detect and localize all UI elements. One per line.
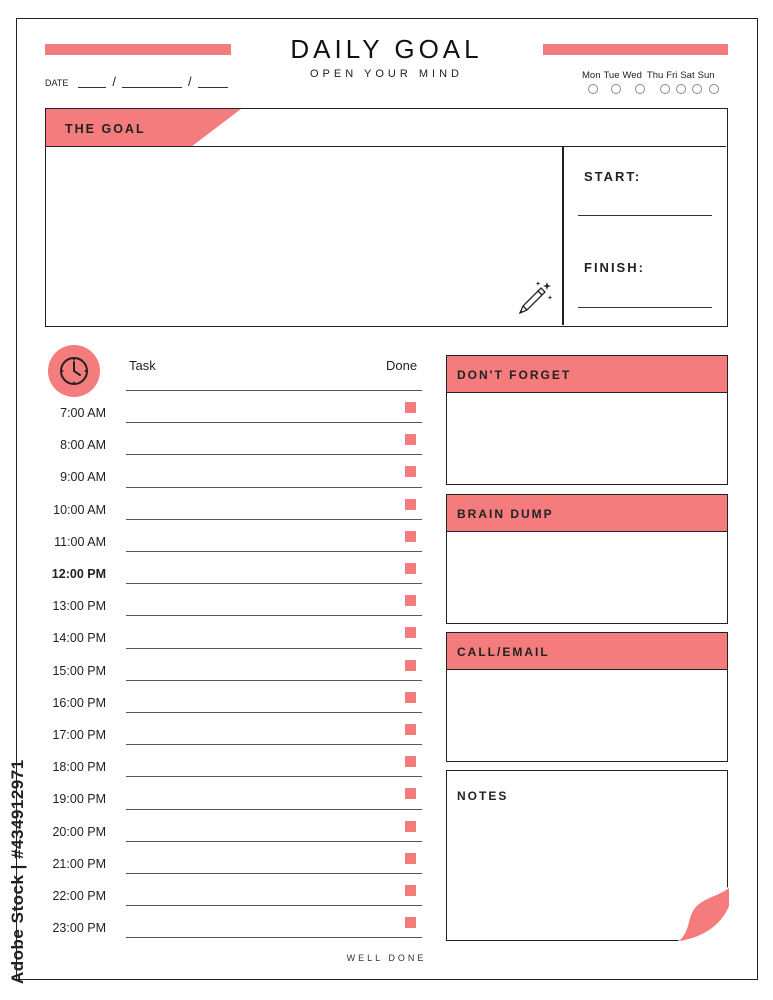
weekday-tracker (582, 70, 732, 81)
call-email-title: CALL/EMAIL (457, 645, 550, 659)
weekday-label-fri: Fri (666, 70, 678, 81)
schedule-done-checkbox[interactable] (405, 756, 416, 767)
schedule-done-checkbox[interactable] (405, 402, 416, 413)
stock-credit: Adobe Stock | #434912971 (8, 759, 27, 984)
schedule-time: 11:00 AM (54, 534, 106, 549)
schedule-task-field[interactable] (126, 937, 422, 938)
schedule-done-checkbox[interactable] (405, 692, 416, 703)
start-label: START: (584, 169, 642, 184)
schedule-done-checkbox[interactable] (405, 595, 416, 606)
weekday-checkbox-tue[interactable] (611, 84, 621, 94)
schedule-done-checkbox[interactable] (405, 499, 416, 510)
schedule-time: 17:00 PM (52, 728, 106, 742)
weekday-label-sun: Sun (697, 70, 715, 81)
clock-badge (48, 345, 100, 397)
goal-title: THE GOAL (65, 122, 146, 136)
schedule-task-field[interactable] (126, 809, 422, 810)
schedule-time: 19:00 PM (52, 792, 106, 807)
start-field[interactable] (578, 215, 712, 216)
schedule-time: 13:00 PM (52, 599, 106, 614)
date-separator: / (112, 74, 116, 89)
schedule-time: 14:00 PM (52, 631, 106, 646)
done-column-header: Done (386, 358, 418, 373)
schedule-task-field[interactable] (126, 615, 422, 616)
schedule-time: 21:00 PM (52, 856, 106, 871)
date-label: DATE (45, 78, 69, 88)
weekday-label-wed: Wed (622, 70, 642, 81)
schedule-task-field[interactable] (126, 519, 422, 520)
goal-divider (562, 147, 564, 325)
brain-dump-box[interactable] (446, 494, 728, 624)
schedule-done-checkbox[interactable] (405, 724, 416, 735)
dont-forget-title: DON'T FORGET (457, 368, 572, 382)
schedule-time: 22:00 PM (52, 889, 106, 903)
notes-title: NOTES (457, 789, 509, 803)
schedule-time: 23:00 PM (52, 921, 106, 936)
weekday-checkbox-mon[interactable] (588, 84, 598, 94)
pencil-sparkle-icon (514, 279, 554, 319)
schedule-time: 10:00 AM (53, 502, 106, 517)
weekday-checkbox-thu[interactable] (660, 84, 670, 94)
schedule-header-line (126, 390, 422, 391)
weekday-checkbox-wed[interactable] (635, 84, 645, 94)
goal-header (46, 109, 726, 147)
schedule-task-field[interactable] (126, 744, 422, 745)
page-subtitle: OPEN YOUR MIND (310, 68, 463, 80)
schedule-done-checkbox[interactable] (405, 853, 416, 864)
schedule-done-checkbox[interactable] (405, 627, 416, 638)
schedule-task-field[interactable] (126, 680, 422, 681)
schedule-task-field[interactable] (126, 648, 422, 649)
schedule-done-checkbox[interactable] (405, 466, 416, 477)
finish-label: FINISH: (584, 260, 645, 275)
schedule-done-checkbox[interactable] (405, 821, 416, 832)
schedule-task-field[interactable] (126, 873, 422, 874)
schedule-time: 15:00 PM (52, 663, 106, 678)
task-column-header: Task (129, 358, 156, 373)
schedule-task-field[interactable] (126, 905, 422, 906)
schedule-done-checkbox[interactable] (405, 788, 416, 799)
schedule-task-field[interactable] (126, 841, 422, 842)
schedule-done-checkbox[interactable] (405, 660, 416, 671)
schedule-task-field[interactable] (126, 583, 422, 584)
brain-dump-header (447, 495, 727, 532)
schedule-time: 9:00 AM (60, 470, 106, 485)
weekday-label-thu: Thu (646, 70, 664, 81)
dont-forget-header (447, 356, 727, 393)
call-email-header (447, 633, 727, 670)
schedule-time: 18:00 PM (52, 760, 106, 775)
date-separator: / (187, 74, 192, 89)
schedule-task-field[interactable] (126, 551, 422, 552)
schedule-task-field[interactable] (126, 422, 422, 423)
schedule-task-field[interactable] (126, 487, 422, 488)
schedule-task-field[interactable] (126, 712, 422, 713)
brain-dump-title: BRAIN DUMP (457, 507, 554, 521)
weekday-label-sat: Sat (680, 70, 695, 81)
schedule-done-checkbox[interactable] (405, 885, 416, 896)
date-day-blank[interactable] (78, 78, 106, 88)
schedule-done-checkbox[interactable] (405, 434, 416, 445)
weekday-checkbox-fri[interactable] (676, 84, 686, 94)
schedule-time: 20:00 PM (52, 824, 106, 839)
weekday-label-tue: Tue (603, 70, 620, 81)
dont-forget-box[interactable] (446, 355, 728, 485)
schedule-time: 7:00 AM (60, 406, 106, 420)
page-title: DAILY GOAL (290, 34, 483, 64)
footer-text: WELL DONE (346, 953, 427, 963)
weekday-label-mon: Mon (582, 70, 601, 81)
schedule-done-checkbox[interactable] (405, 563, 416, 574)
schedule-time: 8:00 AM (60, 438, 106, 453)
date-year-blank[interactable] (198, 78, 228, 88)
finish-field[interactable] (578, 307, 712, 308)
schedule-task-field[interactable] (126, 776, 422, 777)
weekday-checkbox-sun[interactable] (709, 84, 719, 94)
page-curl-icon (677, 886, 729, 942)
date-field (45, 76, 232, 88)
notes-box[interactable] (446, 770, 728, 941)
schedule-done-checkbox[interactable] (405, 917, 416, 928)
schedule-time: 16:00 PM (52, 695, 106, 710)
schedule-time: 12:00 PM (51, 567, 106, 581)
clock-icon (58, 355, 90, 387)
schedule-task-field[interactable] (126, 454, 422, 455)
date-month-blank[interactable] (122, 78, 182, 88)
goal-box (45, 108, 728, 327)
weekday-checkbox-sat[interactable] (692, 84, 702, 94)
call-email-box[interactable] (446, 632, 728, 762)
schedule-done-checkbox[interactable] (405, 531, 416, 542)
